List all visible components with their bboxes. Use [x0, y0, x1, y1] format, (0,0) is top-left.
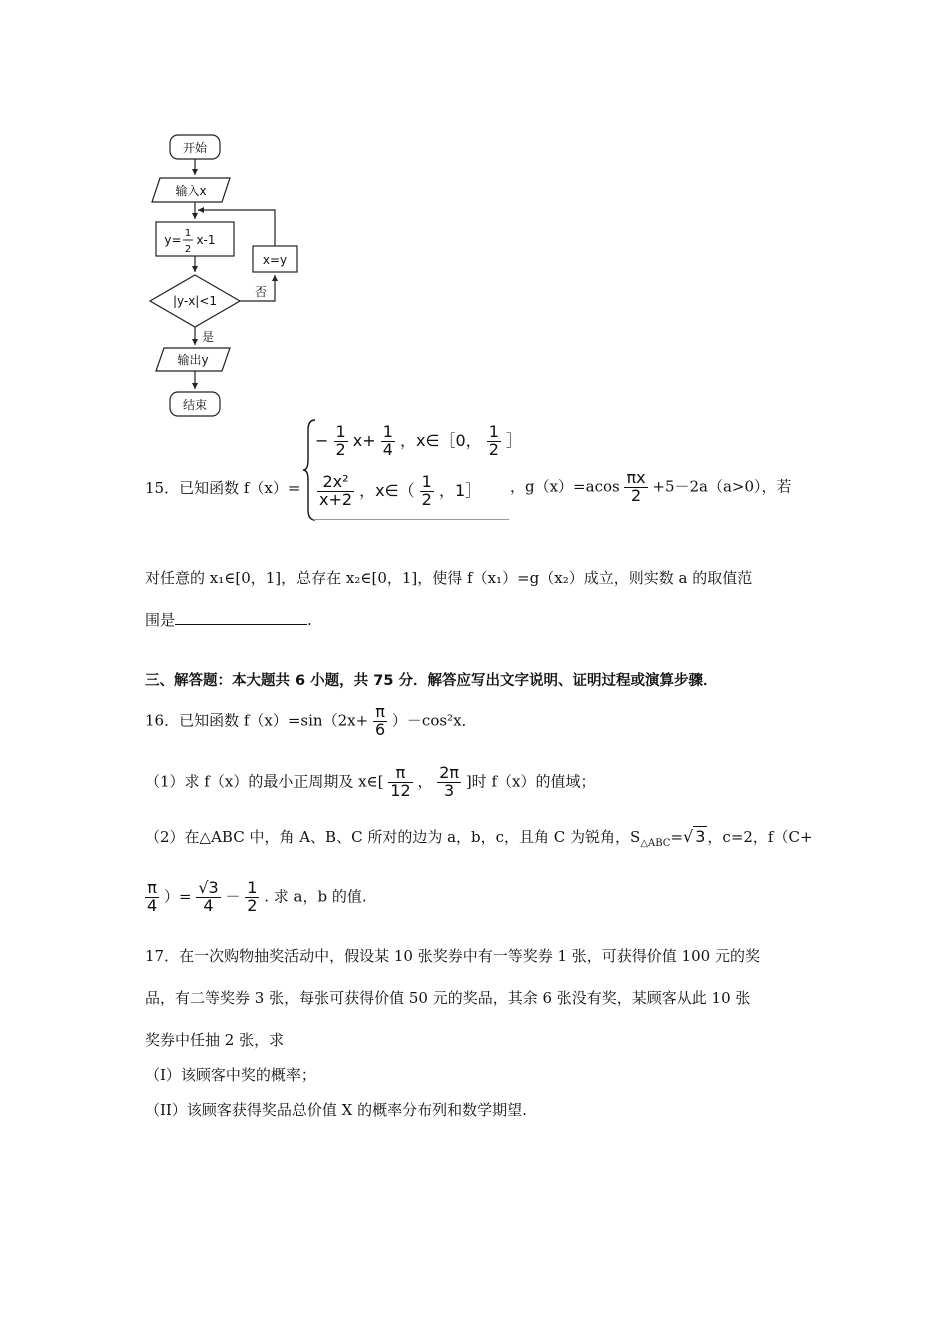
section-3-heading: 三、解答题：本大题共 6 小题，共 75 分．解答应写出文字说明、证明过程或演算步骤．	[145, 673, 718, 689]
q16-p2-line1: （2）在△ABC 中，角 A、B、C 所对的边为 a，b，c，且角 C 为锐角，S	[145, 828, 641, 846]
q16-part2-line1: （2）在△ABC 中，角 A、B、C 所对的边为 a，b，c，且角 C 为锐角，$S_{\triangle ABC}=√$ 3 ，c=2，f（C+	[145, 827, 813, 849]
q15-case1-frac2-num: 1	[382, 422, 393, 441]
q16-p2-post: . 求 a，b 的值.	[264, 887, 367, 906]
q16-p2-sqrt: 3	[695, 827, 706, 846]
q16-p1-f2-num: 2π	[439, 763, 460, 782]
q15-g-function	[510, 470, 792, 505]
q16-post: ）－cos²x．	[391, 711, 477, 730]
q15-case1-frac1-num: 1	[335, 422, 346, 441]
q15-case1-domain: ，x∈［0，	[400, 430, 482, 450]
q15-line3	[145, 609, 312, 630]
q16-part2-line2	[145, 880, 367, 915]
q15-case2-close: ，1］	[438, 480, 482, 500]
q16-p1-f1-den: 12	[390, 780, 411, 800]
q15-case2-num: 2x²	[322, 472, 349, 491]
flow-yes-label: 是	[201, 330, 215, 344]
q15-line3-post: .	[307, 611, 312, 629]
q16-p2-f3-num: 1	[247, 878, 258, 897]
q15-g-pre: ，g（x）=acos	[510, 477, 620, 496]
q15-case2-domain: ，x∈（	[359, 480, 415, 500]
q15-label: 15．已知函数 f（x）=	[145, 479, 301, 497]
q17-line2: 品，有二等奖券 3 张，每张可获得价值 50 元的奖品，其余 6 张没有奖，某顾客从此 10 张	[145, 989, 751, 1007]
q17-part2: （II）该顾客获得奖品总价值 X 的概率分布列和数学期望.	[145, 1101, 527, 1119]
q15-g-frac-num: πx	[626, 468, 646, 487]
q15-case1-frac3-num: 1	[488, 422, 499, 441]
flow-start-text: 开始	[182, 141, 208, 155]
q16-p1-f1-num: π	[395, 763, 406, 782]
flow-no-label: 否	[254, 285, 268, 299]
q16-frac-den: 6	[374, 719, 386, 739]
q15-answer-blank	[175, 610, 307, 625]
q15-case1-close: ］	[506, 430, 523, 450]
q16-p2-line1-post: ，c=2，f（C+	[707, 828, 813, 846]
q16-p2-f3-den: 2	[247, 895, 258, 915]
flow-formula-num: 1	[184, 228, 192, 239]
flow-formula-lhs: y=	[164, 233, 182, 247]
q16-p1-f2-den: 3	[437, 782, 461, 800]
flow-end-text: 结束	[182, 398, 208, 412]
q15-case2-frac-den: 2	[421, 489, 432, 509]
q16-label: 16．已知函数 f（x）=sin（2x+	[145, 711, 369, 730]
q15-case1-pre: −	[315, 430, 329, 450]
q16-p2-f2-den: 4	[196, 897, 220, 915]
q16-p2-f1-num: π	[147, 878, 157, 897]
flow-formula-den: 2	[184, 244, 192, 255]
flow-formula-rhs: x-1	[196, 233, 216, 247]
q16-p2-f1-den: 4	[147, 895, 158, 915]
flow-condition-text: |y-x|<1	[172, 294, 218, 308]
q16-p1-sep: ，	[417, 772, 433, 791]
q16-part1	[145, 765, 595, 800]
q15-g-post: +5－2a（a>0），若	[652, 477, 792, 496]
q16-p2-eq: =	[670, 828, 684, 846]
flow-input-text: 输入x	[175, 184, 207, 198]
q17-part1: （I）该顾客中奖的概率；	[145, 1066, 316, 1084]
q17-line3: 奖券中任抽 2 张，求	[145, 1031, 285, 1049]
flow-assign-text: x=y	[262, 253, 288, 267]
q15-piecewise	[303, 418, 523, 522]
q15-case2-den: x+2	[319, 489, 353, 509]
q16-p1-pre: （1）求 f（x）的最小正周期及 x∈[	[145, 772, 384, 791]
flowchart	[140, 128, 310, 423]
q15-line3-pre: 围是	[145, 611, 176, 629]
q15-case1-frac2-den: 4	[382, 439, 393, 459]
q15-case2-frac-num: 1	[421, 472, 432, 491]
q16-p2-minus: －	[225, 887, 241, 906]
q15-case1-frac1-den: 2	[335, 439, 346, 459]
q15-case1-mid: x+	[352, 430, 376, 450]
q16-p2-mid: ）=	[163, 887, 192, 906]
q15-g-frac-den: 2	[624, 487, 647, 505]
q15-line2: 对任意的 x₁∈[0，1]，总存在 x₂∈[0，1]，使得 f（x₁）=g（x₂）成立，则实数 a 的取值范	[145, 569, 753, 587]
q16-p2-f2-num: √3	[198, 878, 219, 897]
flow-output-text: 输出y	[177, 353, 209, 367]
q16-p2-sub: △ABC	[640, 838, 671, 849]
q15-case1-frac3-den: 2	[488, 439, 499, 459]
q16-stem	[145, 704, 477, 739]
q16-p1-post: ]时 f（x）的值域；	[465, 772, 596, 791]
q17-line1: 17．在一次购物抽奖活动中，假设某 10 张奖券中有一等奖券 1 张，可获得价值 100 元的奖	[145, 947, 760, 965]
q16-frac-num: π	[375, 702, 385, 721]
